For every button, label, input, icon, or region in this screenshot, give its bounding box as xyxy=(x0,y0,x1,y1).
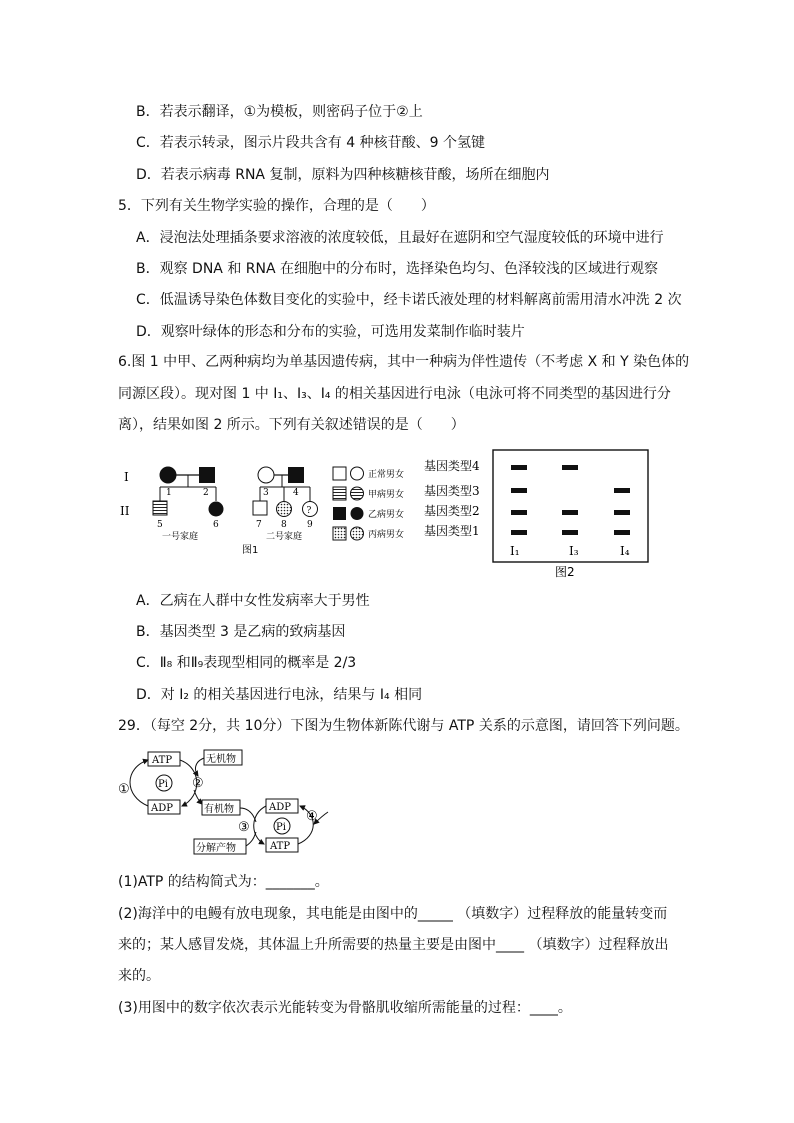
electrophoresis-figure xyxy=(418,448,658,584)
atp-label-top: ATP xyxy=(152,755,173,766)
band-i1-type3 xyxy=(511,488,527,493)
row-label-2: 基因类型2 xyxy=(424,504,480,518)
pedigree-figure xyxy=(118,455,418,565)
family1-label: 一号家庭 xyxy=(162,532,199,542)
q6-stem-line1: 6.图 1 中甲、乙两种病均为单基因遗传病，其中一种病为伴性遗传（不考虑 X 和 Y 染色体的 xyxy=(118,354,690,370)
q6-option-d: D．对 I₂ 的相关基因进行电泳，结果与 I₄ 相同 xyxy=(136,687,423,703)
pedigree-ii5 xyxy=(153,501,167,515)
pedigree-ii7 xyxy=(253,501,267,515)
ind-4-label: 4 xyxy=(293,488,299,498)
pedigree-i4 xyxy=(288,467,304,483)
lane-label-i4: I₄ xyxy=(620,544,630,558)
num-4: ④ xyxy=(306,809,318,824)
pedigree-ii6 xyxy=(209,502,224,517)
unknown-mark: ? xyxy=(306,506,312,516)
q5-option-a: A．浸泡法处理插条要求溶液的浓度较低，且最好在遮阴和空气湿度较低的环境中进行 xyxy=(136,230,664,246)
q29-sub2-line1: (2)海洋中的电鳗有放电现象，其电能是由图中的_____ （填数字）过程释放的能量转变而 xyxy=(118,906,668,922)
ind-2-label: 2 xyxy=(203,488,209,498)
num-2: ② xyxy=(192,776,204,791)
q4-option-b: B．若表示翻译，①为模板，则密码子位于②上 xyxy=(136,104,423,120)
q29-sub1: (1)ATP 的结构简式为：_______。 xyxy=(118,874,329,890)
q4-option-c: C．若表示转录，图示片段共含有 4 种核苷酸、9 个氢键 xyxy=(136,135,485,151)
ind-1-label: 1 xyxy=(166,488,172,498)
q29-sub2-line2: 来的；某人感冒发烧，其体温上升所需要的热量主要是由图中____ （填数字）过程释放出 xyxy=(118,937,669,953)
pedigree-i3 xyxy=(258,467,274,483)
num-1: ① xyxy=(118,782,130,797)
organic-label: 有机物 xyxy=(204,804,234,815)
q6-option-b: B．基因类型 3 是乙病的致病基因 xyxy=(136,624,346,640)
row-label-1: 基因类型1 xyxy=(424,524,480,538)
q6-option-c: C．Ⅱ₈ 和Ⅱ₉表现型相同的概率是 2/3 xyxy=(136,655,357,671)
q5-option-b: B．观察 DNA 和 RNA 在细胞中的分布时，选择染色均匀、色泽较浅的区域进行观察 xyxy=(136,261,659,277)
q29-sub3: (3)用图中的数字依次表示光能转变为骨骼肌收缩所需能量的过程：____。 xyxy=(118,1000,572,1016)
pi-label-bottom: Pi xyxy=(276,822,286,833)
band-i1-type1 xyxy=(511,530,527,535)
adp-label-top: ADP xyxy=(151,803,173,814)
q6-option-a: A．乙病在人群中女性发病率大于男性 xyxy=(136,593,370,609)
pedigree-ii8 xyxy=(277,502,292,517)
legend-bing: 丙病男女 xyxy=(368,530,405,540)
num-3: ③ xyxy=(238,820,250,835)
band-i4-type1 xyxy=(614,530,630,535)
generation-label-i: I xyxy=(124,470,129,484)
ind-3-label: 3 xyxy=(263,488,269,498)
q5-option-c: C．低温诱导染色体数目变化的实验中，经卡诺氏液处理的材料解离前需用清水冲洗 2 次 xyxy=(136,292,682,308)
band-i4-type3 xyxy=(614,488,630,493)
atp-label-bottom: ATP xyxy=(270,841,291,852)
q5-stem: 5．下列有关生物学实验的操作，合理的是（ ） xyxy=(118,198,435,214)
pedigree-i1 xyxy=(160,467,176,483)
legend-normal: 正常男女 xyxy=(368,470,405,480)
legend-yi: 乙病男女 xyxy=(368,510,405,520)
band-i3-type4 xyxy=(562,465,578,470)
fig1-caption: 图1 xyxy=(242,545,259,556)
q5-option-d: D．观察叶绿体的形态和分布的实验，可选用发菜制作临时装片 xyxy=(136,324,525,340)
band-i4-type2 xyxy=(614,510,630,515)
pi-label-top: Pi xyxy=(158,779,168,790)
ind-5-label: 5 xyxy=(157,520,163,530)
ind-8-label: 8 xyxy=(281,520,287,530)
q29-sub2-line3: 来的。 xyxy=(118,968,160,984)
ind-7-label: 7 xyxy=(256,520,262,530)
fig2-caption: 图2 xyxy=(555,565,575,579)
products-label: 分解产物 xyxy=(196,843,236,854)
row-label-3: 基因类型3 xyxy=(424,484,480,498)
q4-option-d: D．若表示病毒 RNA 复制，原料为四种核糖核苷酸，场所在细胞内 xyxy=(136,167,550,183)
row-label-4: 基因类型4 xyxy=(424,459,480,473)
q6-stem-line3: 离），结果如图 2 所示。下列有关叙述错误的是（ ） xyxy=(118,417,465,433)
lane-label-i3: I₃ xyxy=(569,544,579,558)
q6-stem-line2: 同源区段）。现对图 1 中 I₁、I₃、I₄ 的相关基因进行电泳（电泳可将不同类型的基因进行分 xyxy=(118,386,671,402)
band-i1-type2 xyxy=(511,510,527,515)
q29-stem: 29．（每空 2分，共 10分）下图为生物体新陈代谢与 ATP 关系的示意图，请回答下列问题。 xyxy=(118,718,689,734)
generation-label-ii: II xyxy=(120,504,130,518)
band-i3-type1 xyxy=(562,530,578,535)
ind-9-label: 9 xyxy=(307,520,313,530)
inorganic-label: 无机物 xyxy=(206,754,236,765)
pedigree-i2 xyxy=(199,467,215,483)
atp-cycle-figure xyxy=(118,746,338,858)
adp-label-bottom: ADP xyxy=(269,802,291,813)
family2-label: 二号家庭 xyxy=(266,532,303,542)
ind-6-label: 6 xyxy=(213,520,219,530)
lane-label-i1: I₁ xyxy=(510,544,520,558)
band-i3-type2 xyxy=(562,510,578,515)
legend-jia: 甲病男女 xyxy=(368,490,405,500)
band-i1-type4 xyxy=(511,465,527,470)
